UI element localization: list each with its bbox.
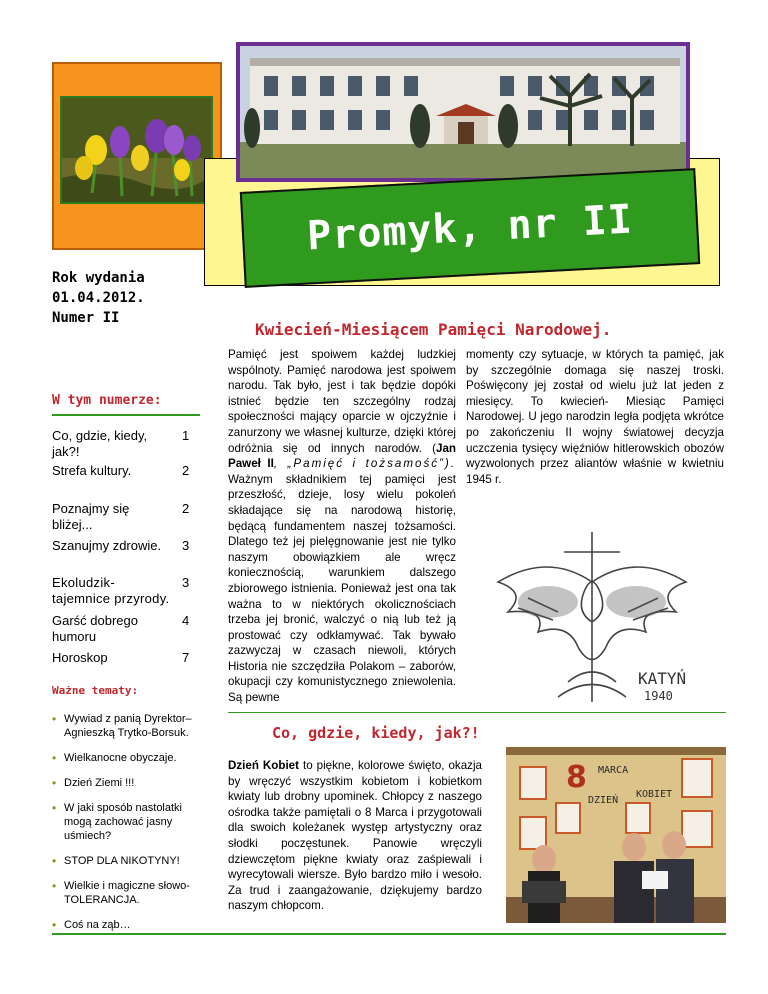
toc-item-page: 2 <box>182 501 190 516</box>
toc-item-page: 2 <box>182 463 190 478</box>
school-building-photo <box>236 42 690 182</box>
issue-year-label: Rok wydania <box>52 270 145 286</box>
katyn-eagle-drawing <box>468 512 716 708</box>
article1-column2: momenty czy sytuacje, w których ta pamięć, jak by szczególnie domaga się naszej troski. Poświęcony jej został od wielu już lat jeden z miesięcy. To kwiecień- Miesiąc Pamięci Narodowej. U jego narodzin legła podjęta wkrótce po zakończeniu II wojny światowej decyzja uczczenia tysięcy więźniów hitlerowskich obozów wyzwolonych przez aliantów właśnie w kwietniu 1945 r. <box>466 348 724 486</box>
article1-quote-author: Jan Paweł II <box>228 441 456 471</box>
newsletter-title: Promyk, nr II <box>305 196 635 260</box>
toc-item-page: 3 <box>182 538 190 553</box>
toc-item-label: Co, gdzie, kiedy, jak?! <box>52 428 148 459</box>
toc-item-label: Ekoludzik- tajemnice przyrody. <box>52 575 170 606</box>
topic-item: • Coś na ząb… <box>52 918 202 932</box>
toc-item-label: Strefa kultury. <box>52 463 132 478</box>
toc-item-page: 1 <box>182 428 190 443</box>
issue-info <box>52 268 202 328</box>
topic-item: • Wywiad z panią Dyrektor– Agnieszką Trytko-Borsuk. <box>52 712 202 740</box>
issue-date: 01.04.2012. <box>52 290 145 306</box>
toc-item-label: Szanujmy zdrowie. <box>52 538 162 553</box>
drawing-caption-katyn: KATYŃ <box>638 669 687 688</box>
toc-heading: W tym numerze: <box>52 393 162 408</box>
article1-text-body: Ważnym składnikiem tej pamięci jest przeszłość, dzieje, losy wielu pokoleń składające się na narodową historię, będącą fundamentem naszej tożsamości. Dlatego też jej pielęgnowanie jest nie tylko naszym obowiązkiem ale wręcz koniecznością, warunkiem dalszego zbiorowego istnienia. Ponieważ jest ona tak ważna to w niektórych okolicznościach trzeba jej bronić, walczyć o nią lub też ją prostować czy odkłamywać. Tak bywało zazwyczaj w czasach niewoli, których Historia nie szczędziła Polakom – zaborów, okupacji czy komunistycznego zniewolenia. Są pewne <box>228 472 456 705</box>
article1-column1 <box>228 347 456 706</box>
toc-item-label: Garść dobrego humoru <box>52 613 138 644</box>
topic-item: • Wielkie i magiczne słowo- TOLERANCJA. <box>52 879 202 907</box>
womens-day-photo <box>506 747 726 923</box>
article2-divider <box>228 712 726 713</box>
photo-sign-kobiet: KOBIET <box>636 789 673 800</box>
photo-sign-dzien: DZIEŃ <box>588 795 619 806</box>
topic-item: • W jaki sposób nastolatki mogą zachować jasny uśmiech? <box>52 801 202 843</box>
topic-item: • Dzień Ziemi !!! <box>52 776 202 790</box>
topics-heading: Ważne tematy: <box>52 684 139 697</box>
bottom-divider <box>52 933 726 935</box>
issue-number: Numer II <box>52 310 120 326</box>
photo-sign-marca: MARCA <box>598 765 629 776</box>
crocus-flowers-photo <box>60 96 213 204</box>
toc-divider <box>52 414 200 416</box>
toc-item-page: 4 <box>182 613 190 628</box>
article2-body: to piękne, kolorowe święto, okazja by wręczyć wszystkim kobietom i kobietkom kwiaty lub drobny upominek. Chłopcy z naszego ośrodka także pamiętali o 8 Marca i przygotowali dla swoich koleżanek występ artystyczny oraz słodki poczęstunek. Panowie wręczyli dziewczętom piękne kwiaty oraz zaśpiewali i wyrecytowali wiersze. Było bardzo miło i wesoło. Za trud i zaangażowanie, dziękujemy bardzo naszym chłopcom. <box>228 759 482 913</box>
article2-lead: Dzień Kobiet <box>228 759 299 772</box>
toc-item-label: Poznajmy się bliżej... <box>52 501 130 532</box>
toc-item-page: 3 <box>182 575 190 590</box>
toc-item-page: 7 <box>182 650 190 665</box>
topic-item: • STOP DLA NIKOTYNY! <box>52 854 202 868</box>
article2-heading: Co, gdzie, kiedy, jak?! <box>272 724 480 742</box>
drawing-caption-year: 1940 <box>644 689 673 703</box>
article1-text-intro: Pamięć jest spoiwem każdej ludzkiej wspólnoty. Pamięć narodowa jest spoiwem narodu. Tak było, jest i tak będzie dopóki istnieć będzie ten szczególny rodzaj społeczności mający oparcie w ojczyźnie i zanurzony we własnej kulturze, dzięki której odróżnia się od innych narodów. ( <box>228 348 456 455</box>
photo-sign-8: 8 <box>566 760 587 795</box>
topics-list <box>52 712 202 943</box>
toc-item-label: Horoskop <box>52 650 108 665</box>
article2-text <box>228 758 482 914</box>
article1-heading: Kwiecień-Miesiącem Pamięci Narodowej. <box>255 320 612 339</box>
topic-item: • Wielkanocne obyczaje. <box>52 751 202 765</box>
article1-quote-title: , „Pamięć i tożsamość”). <box>273 457 456 471</box>
